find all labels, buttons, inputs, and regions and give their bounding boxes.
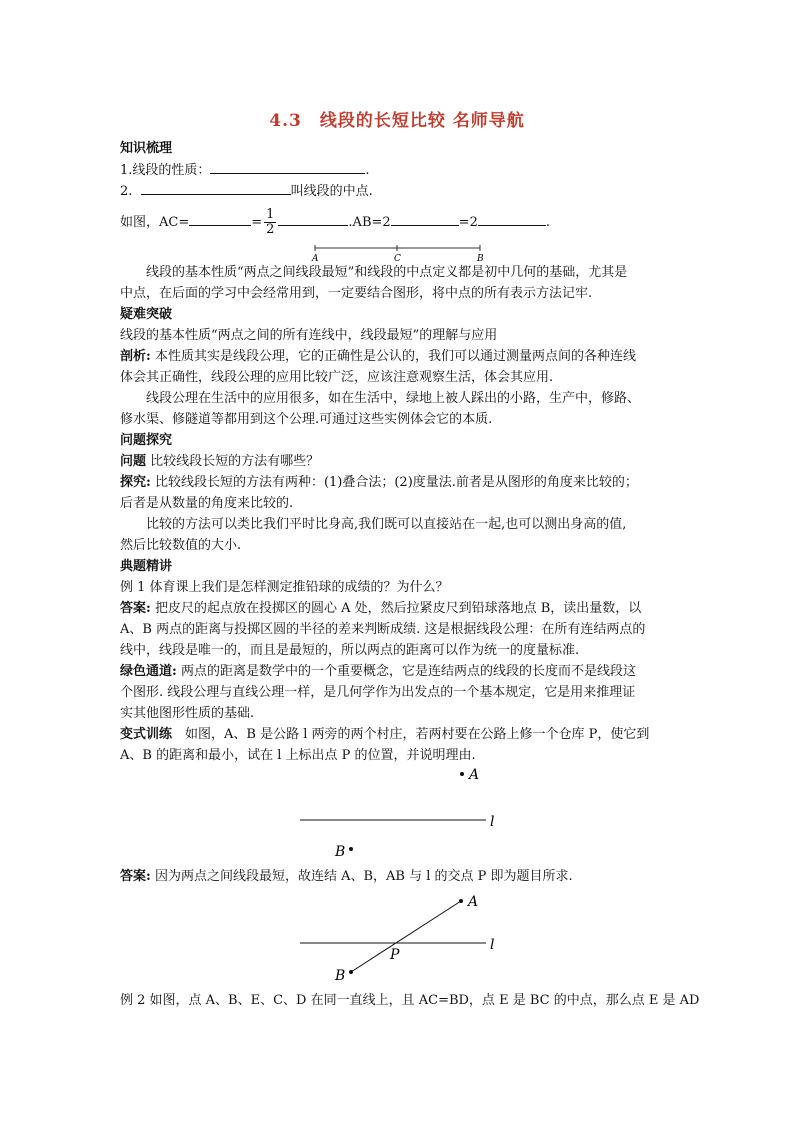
answer-line — [120, 600, 680, 618]
paragraph: 线段公理在生活中的应用很多，如在生活中，绿地上被人踩出的小路，生产中，修路、 — [146, 391, 641, 406]
label-c: C — [394, 254, 401, 264]
section-heading-difficulty: 疑难突破 — [120, 307, 173, 322]
answer-blank — [210, 161, 365, 174]
paragraph: A、B 的距离和最小，试在 l 上标出点 P 的位置，并说明理由. — [120, 748, 476, 763]
page-title: 4.3 线段的长短比较 名师导航 — [269, 111, 525, 131]
fraction-numerator: 1 — [266, 207, 275, 222]
paragraph: 修水渠、修隧道等都用到这个公理.可通过这些实例体会它的本质. — [120, 412, 493, 427]
paragraph: 体会其正确性，线段公理的应用比较广泛，应该注意观察生活，体会其应用. — [120, 370, 554, 385]
answer-text: 把皮尺的起点放在投掷区的圆心 A 处，然后拉紧皮尺到铅球落地点 B，读出量数，以 — [150, 601, 642, 616]
answer-label: 答案: — [120, 869, 151, 884]
green-channel-label: 绿色通道: — [120, 664, 177, 679]
answer-blank — [141, 182, 291, 195]
fraction-one-half — [264, 208, 276, 237]
answer-label: 答案: — [120, 601, 151, 616]
item-2-prefix: 2. — [120, 184, 133, 199]
answer-text: 因为两点之间线段最短，故连结 A、B，AB 与 l 的交点 P 即为题目所求. — [150, 869, 573, 884]
analysis-text: 本性质其实是线段公理，它的正确性是公认的，我们可以通过测量两点间的各种连线 — [150, 349, 636, 364]
analysis-label: 剖析: — [120, 349, 151, 364]
item-1-text: 1.线段的性质： — [120, 163, 211, 178]
variant-text: 如图，A、B 是公路 l 两旁的两个村庄，若两村要在公路上修一个仓库 P，使它到 — [172, 727, 650, 742]
formula-part: =2 — [458, 215, 478, 230]
variant-label: 变式训练 — [120, 727, 173, 742]
knowledge-item-3 — [120, 203, 680, 243]
label-b: B — [335, 968, 346, 984]
section-heading-knowledge: 知识梳理 — [120, 141, 173, 156]
paragraph: 中点，在后面的学习中会经常用到，一定要结合图形，将中点的所有表示方法记牢. — [120, 286, 593, 301]
label-a: A — [469, 767, 480, 783]
inquiry-line — [120, 474, 680, 492]
knowledge-item-2 — [120, 182, 680, 201]
label-l: l — [490, 937, 495, 953]
example-1: 例 1 体育课上我们是怎样测定推铅球的成绩的？为什么？ — [120, 580, 449, 595]
figure-shortest-path — [290, 888, 520, 988]
knowledge-item-1 — [120, 161, 680, 180]
variant-training-line — [120, 726, 680, 744]
figure-segment-acb — [300, 240, 500, 264]
answer-blank — [189, 213, 251, 226]
green-channel-line — [120, 663, 680, 681]
point-b — [349, 847, 353, 851]
formula-part: = — [251, 215, 263, 230]
label-l: l — [490, 814, 495, 830]
fraction-denominator: 2 — [266, 222, 275, 237]
paragraph: A、B 两点的距离与投掷区圆的半径的差来判断成绩. 这是根据线段公理：在所有连结两点的 — [120, 622, 646, 637]
question-label: 问题 — [120, 454, 147, 469]
label-a: A — [468, 894, 479, 910]
figure-road-villages — [290, 764, 520, 864]
answer-blank — [278, 213, 348, 226]
paragraph: 线中，线段是唯一的，而且是最短的，所以两点的距离可以作为统一的度量标准. — [120, 643, 580, 658]
point-b — [349, 970, 353, 974]
question-line — [120, 453, 680, 471]
section-heading-examples: 典题精讲 — [120, 559, 173, 574]
example-2: 例 2 如图，点 A、B、E、C、D 在同一直线上，且 AC=BD，点 E 是 BC 的中点，那么点 E 是 AD — [120, 993, 700, 1008]
inquiry-label: 探究: — [120, 475, 151, 490]
paragraph: 线段的基本性质“两点之间的所有连线中，线段最短”的理解与应用 — [120, 328, 498, 343]
item-1-end: . — [365, 163, 370, 178]
paragraph: 线段的基本性质“两点之间线段最短”和线段的中点定义都是初中几何的基础，尤其是 — [146, 265, 628, 280]
item-2-suffix: 叫线段的中点. — [290, 184, 373, 199]
paragraph: 然后比较数值的大小. — [120, 538, 242, 553]
label-b: B — [335, 844, 346, 860]
paragraph: 后者是从数量的角度来比较的. — [120, 496, 294, 511]
point-a — [460, 772, 464, 776]
inquiry-text: 比较线段长短的方法有两种：(1)叠合法；(2)度量法.前者是从图形的角度来比较的； — [150, 475, 638, 490]
label-b: B — [477, 254, 484, 264]
paragraph: 个图形. 线段公理与直线公理一样，是几何学作为出发点的一个基本规定，它是用来推理证 — [120, 685, 636, 700]
green-channel-text: 两点的距离是数学中的一个重要概念，它是连结两点的线段的长度而不是线段这 — [176, 664, 636, 679]
formula-part: . — [545, 215, 550, 230]
answer-line — [120, 868, 680, 886]
formula-part: .AB=2 — [348, 215, 391, 230]
label-p: P — [390, 947, 400, 963]
formula-part: 如图，AC= — [120, 215, 190, 230]
paragraph: 实其他图形性质的基础. — [120, 706, 255, 721]
analysis-line — [120, 348, 680, 366]
section-heading-inquiry: 问题探究 — [120, 433, 173, 448]
question-text: 比较线段长短的方法有哪些？ — [146, 454, 320, 469]
answer-blank — [478, 213, 546, 226]
answer-blank — [391, 213, 459, 226]
segment-ab — [351, 901, 461, 972]
paragraph: 比较的方法可以类比我们平时比身高,我们既可以直接站在一起,也可以测出身高的值, — [146, 517, 627, 532]
label-a: A — [312, 254, 319, 264]
